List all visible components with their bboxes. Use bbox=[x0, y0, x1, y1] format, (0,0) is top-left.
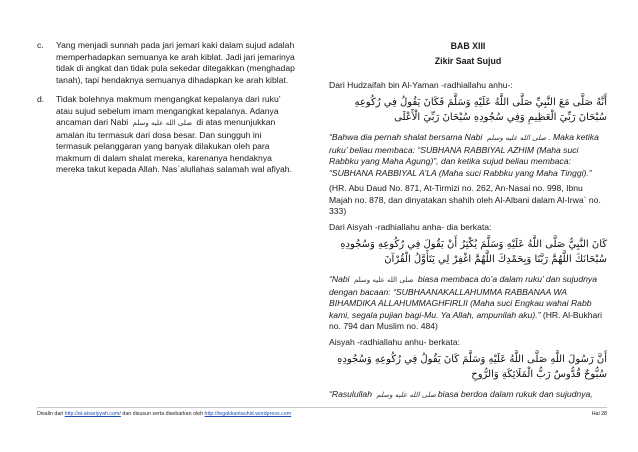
arabic-hadith: أَنَّهُ صَلَّى مَعَ النَّبِيِّ صَلَّى اللَّهُ عَلَيْهِ وَسَلَّمَ فَكَانَ يَقُولُ فِي رُكُوعِهِ سُبْحَانَ رَبِّيَ الْعَظِيمِ وَفِي سُجُودِهِ سُبْحَانَ رَبِّيَ الْأَعْلَى bbox=[354, 97, 607, 123]
arabic-hadith: كَانَ النَّبِيُّ صَلَّى اللَّهُ عَلَيْهِ وَسَلَّمَ يُكْثِرُ أَنْ يَقُولَ فِي رُكُوعِهِ وَسُجُودِهِ سُبْحَانَكَ اللَّهُمَّ رَبَّنَا وَبِحَمْدِكَ اللَّهُمَّ اغْفِرْ لِي يَتَأَوَّلُ الْقُرْآنَ bbox=[340, 239, 607, 265]
list-marker: d. bbox=[37, 94, 45, 104]
arabic-salawat: صلى الله عليه وسلم bbox=[132, 119, 193, 127]
footer-middle: dan disusun serta disebarkan oleh bbox=[120, 411, 205, 417]
quote-text: “Bahwa dia pernah shalat bersama Nabi bbox=[329, 132, 483, 142]
text-before: Tidak bolehnya makmum mengangkat kepalanya dari ruku’ atau sujud sebelum imam mengangkat kepalanya. Adanya ancaman dari Nabi bbox=[56, 94, 281, 127]
narration-intro: Dari Aisyah -radhiallahu anha- dia berkata: bbox=[329, 221, 492, 232]
list-item-d bbox=[37, 94, 299, 176]
page-footer bbox=[37, 410, 607, 418]
quote-text: biasa berdoa dalam rukuk dan sujudnya, bbox=[437, 389, 593, 399]
footer-prefix: Disalin dari bbox=[37, 411, 65, 417]
footer-credit bbox=[37, 410, 291, 418]
publisher-link[interactable]: http://tegakkantauhid.wordpress.com bbox=[204, 411, 292, 417]
list-item-text: Yang menjadi sunnah pada jari jemari kaki dalam sujud adalah memperhadapkan semuanya ke arah kiblat. Jadi jari jemarinya tidak di angkat dan tidak pula sekedar ditegakkan (menghadap tanah), tapi hendaknya semuanya dihadapkan ke arah kiblat. bbox=[56, 40, 295, 85]
translation-quote bbox=[329, 274, 607, 333]
translation-quote bbox=[329, 389, 607, 402]
quote-text: “Rasulullah bbox=[329, 389, 372, 399]
list-item-c bbox=[37, 40, 299, 86]
page-number: Hal 28 bbox=[591, 411, 607, 417]
footer-divider bbox=[37, 407, 607, 408]
source-link[interactable]: http://al-atsariyyah.com/ bbox=[64, 411, 121, 417]
chapter-heading: BAB XIII bbox=[450, 41, 486, 51]
list-item-text bbox=[56, 94, 299, 176]
arabic-hadith: أَنَّ رَسُولَ اللَّهِ صَلَّى اللَّهُ عَلَيْهِ وَسَلَّمَ كَانَ يَقُولُ فِي رُكُوعِهِ وَسُجُودِهِ سُبُّوحٌ قُدُّوسٌ رَبُّ الْمَلَائِكَةِ وَالرُّوحِ bbox=[337, 354, 607, 380]
list-marker: c. bbox=[37, 40, 44, 50]
arabic-salawat: صلى الله عليه وسلم bbox=[376, 391, 436, 399]
narration-intro: Dari Hudzaifah bin Al-Yaman -radhiallahu anhu-: bbox=[329, 79, 513, 90]
arabic-salawat: صلى الله عليه وسلم bbox=[353, 276, 414, 284]
arabic-salawat: صلى الله عليه وسلم bbox=[486, 134, 547, 142]
text-after: di atas menunjukkan amalan itu termasuk dari dosa besar. Dan sungguh ini termasuk pelanggaran yang banyak dilakukan oleh para makmum di dalam shalat mereka, karenanya hendaknya mereka takut kepada Allah. Nas`alullahas salamah wal afiyah. bbox=[56, 117, 292, 174]
quote-text: “Nabi bbox=[329, 274, 350, 284]
hadith-reference: (HR. Abu Daud No. 871, At-Tirmizi no. 262, An-Nasai no. 998, Ibnu Majah no. 878, dan dinyatakan shahih oleh Al-Albani dalam Al-Irwa` no. 333) bbox=[329, 183, 601, 216]
chapter-title: Zikir Saat Sujud bbox=[434, 56, 502, 66]
right-column bbox=[329, 40, 607, 406]
left-column bbox=[37, 40, 299, 184]
quote-text: biasa membaca do’a dalam ruku’ dan sujudnya dengan bacaan: “SUBHAANAKALLAHUMMA RABBANAA WA BIHAMDIKA ALLAHUMMAGHFIRLII (Maha suci Engkau wahai Rabb kami, segala pujian bagi-Mu. Ya Allah, ampunilah aku).” bbox=[329, 274, 597, 320]
quote-text: . Maka ketika ruku’ beliau membaca: “SUBHANA RABBIYAL AZHIM (Maha suci Rabbku yang Maha Agung)”, dan ketika sujud beliau membaca: “SUBHANA RABBIYAL A’LA (Maha suci Rabbku yang Maha Tinggi).” bbox=[329, 132, 599, 178]
hadith-reference: (HR. Al-Bukhari no. 794 dan Muslim no. 484) bbox=[329, 309, 603, 331]
translation-quote bbox=[329, 132, 607, 179]
narration-intro: Aisyah -radhiallahu anhu- berkata: bbox=[329, 336, 460, 347]
